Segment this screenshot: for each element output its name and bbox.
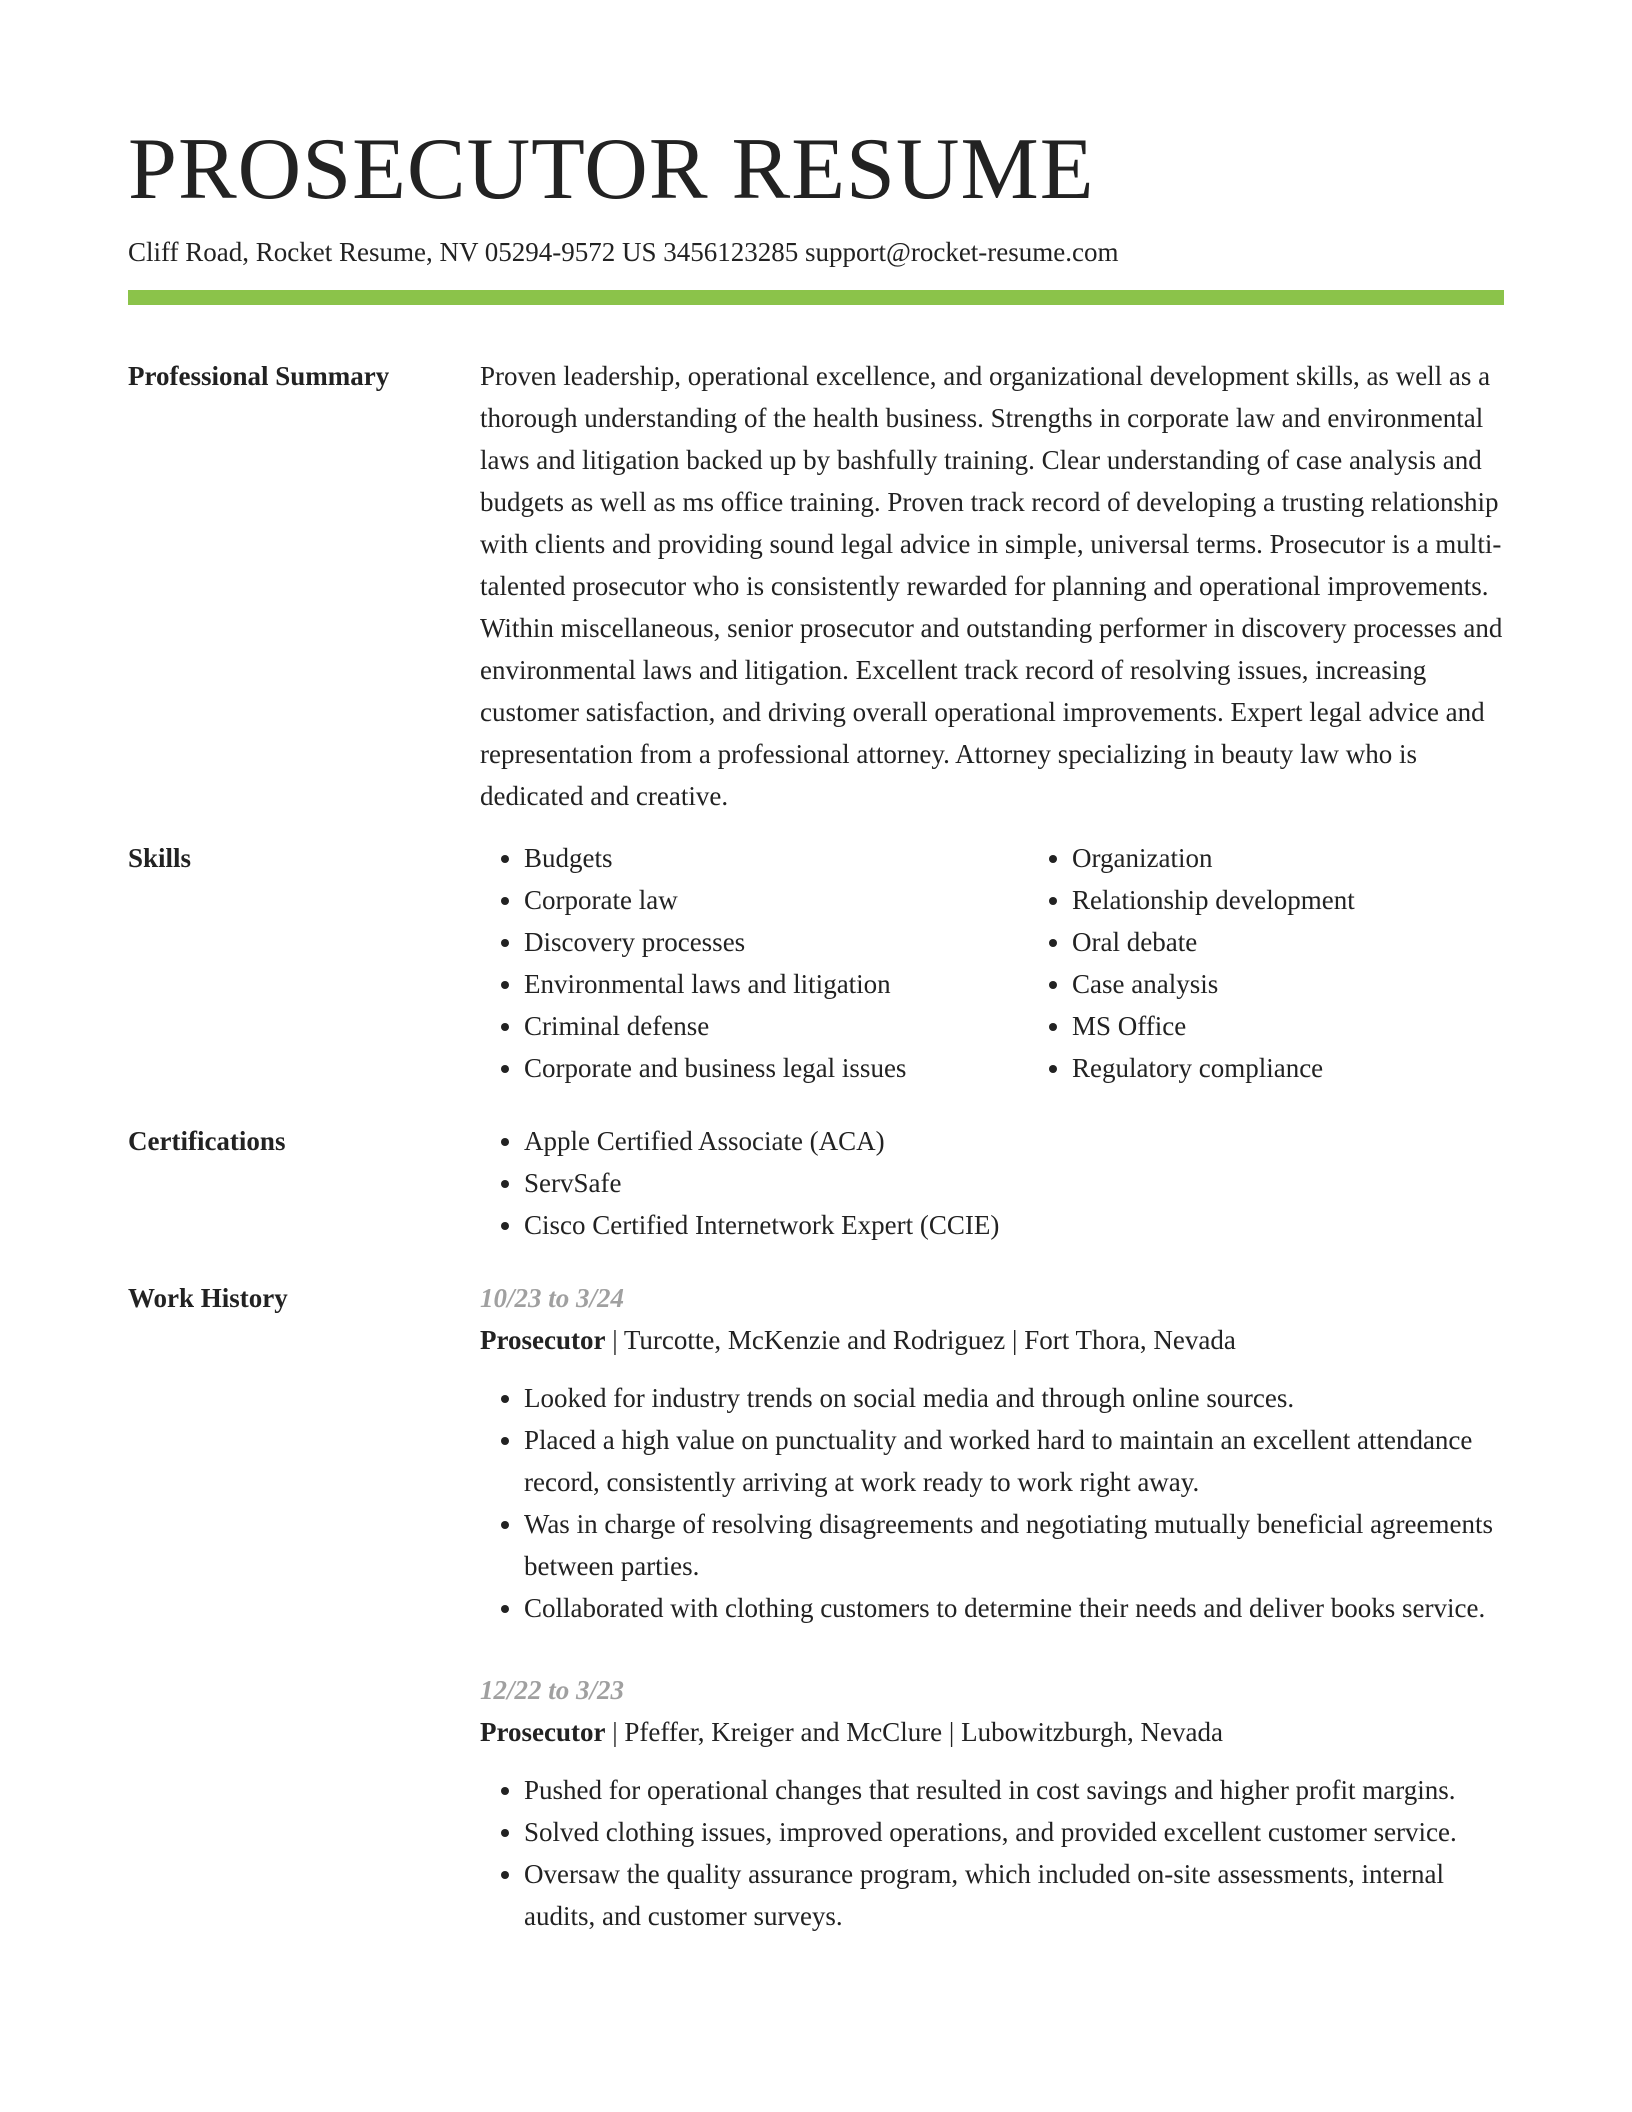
job-bullet: • Collaborated with clothing customers to determine their needs and deliver books service. (524, 1587, 1504, 1629)
skill-item: • Corporate and business legal issues (524, 1047, 1028, 1089)
job-employer: | Pfeffer, Kreiger and McClure | Lubowitzburgh, Nevada (605, 1717, 1224, 1747)
resume-title: PROSECUTOR RESUME (128, 121, 1095, 218)
job-bullet: • Pushed for operational changes that resulted in cost savings and higher profit margins. (524, 1769, 1504, 1811)
skill-item: • Relationship development (1072, 879, 1576, 921)
skills-list-right (1028, 837, 1576, 1089)
skill-item: • Oral debate (1072, 921, 1576, 963)
section-label-certifications: Certifications (128, 1126, 286, 1156)
skill-item: • MS Office (1072, 1005, 1576, 1047)
summary-text: Proven leadership, operational excellence, and organizational development skills, as well as a thorough understanding of the health business. Strengths in corporate law and environmental laws and litigation backed up by bashfully training. Clear understanding of case analysis and budgets as well as ms office training. Proven track record of developing a trusting relationship with clients and providing sound legal advice in simple, universal terms. Prosecutor is a multi-talented prosecutor who is consistently rewarded for planning and operational improvements. Within miscellaneous, senior prosecutor and outstanding performer in discovery processes and environmental laws and litigation. Excellent track record of resolving issues, increasing customer satisfaction, and driving overall operational improvements. Expert legal advice and representation from a professional attorney. Attorney specializing in beauty law who is dedicated and creative. (480, 361, 1503, 811)
accent-divider (128, 290, 1504, 305)
section-label-work-history: Work History (128, 1283, 288, 1313)
certification-item: • ServSafe (524, 1162, 1504, 1204)
job-entry (480, 1669, 1504, 1937)
job-title: Prosecutor (480, 1325, 606, 1355)
resume-page (128, 118, 1504, 1937)
skill-item: • Budgets (524, 837, 1028, 879)
job-entry (480, 1277, 1504, 1629)
skill-item: • Criminal defense (524, 1005, 1028, 1047)
job-bullet: • Looked for industry trends on social media and through online sources. (524, 1377, 1504, 1419)
certifications-section (128, 1120, 1504, 1246)
skill-item: • Corporate law (524, 879, 1028, 921)
job-bullet: • Was in charge of resolving disagreements and negotiating mutually beneficial agreements between parties. (524, 1503, 1504, 1587)
skill-item: • Environmental laws and litigation (524, 963, 1028, 1005)
section-label-skills: Skills (128, 843, 192, 873)
skill-item: • Case analysis (1072, 963, 1576, 1005)
certification-item: • Apple Certified Associate (ACA) (524, 1120, 1504, 1162)
work-history-section (128, 1277, 1504, 1937)
job-heading (480, 1711, 1504, 1753)
job-employer: | Turcotte, McKenzie and Rodriguez | Fort Thora, Nevada (605, 1325, 1236, 1355)
job-bullet: • Solved clothing issues, improved operations, and provided excellent customer service. (524, 1811, 1504, 1853)
job-bullets (480, 1769, 1504, 1937)
job-dates: 12/22 to 3/23 (480, 1675, 625, 1705)
skills-list-left (480, 837, 1028, 1089)
job-bullet: • Placed a high value on punctuality and worked hard to maintain an excellent attendance record, consistently arriving at work ready to work right away. (524, 1419, 1504, 1503)
skills-section (128, 837, 1504, 1089)
skill-item: • Regulatory compliance (1072, 1047, 1576, 1089)
skill-item: • Discovery processes (524, 921, 1028, 963)
job-dates: 10/23 to 3/24 (480, 1283, 625, 1313)
summary-section (128, 355, 1504, 817)
certifications-list (480, 1120, 1504, 1246)
job-heading (480, 1319, 1504, 1361)
skill-item: • Organization (1072, 837, 1576, 879)
job-bullet: • Oversaw the quality assurance program, which included on-site assessments, internal audits, and customer surveys. (524, 1853, 1504, 1937)
job-title: Prosecutor (480, 1717, 606, 1747)
job-bullets (480, 1377, 1504, 1629)
certification-item: • Cisco Certified Internetwork Expert (CCIE) (524, 1204, 1504, 1246)
contact-line: Cliff Road, Rocket Resume, NV 05294-9572 US 3456123285 support@rocket-resume.com (128, 237, 1119, 267)
section-label-summary: Professional Summary (128, 361, 390, 391)
